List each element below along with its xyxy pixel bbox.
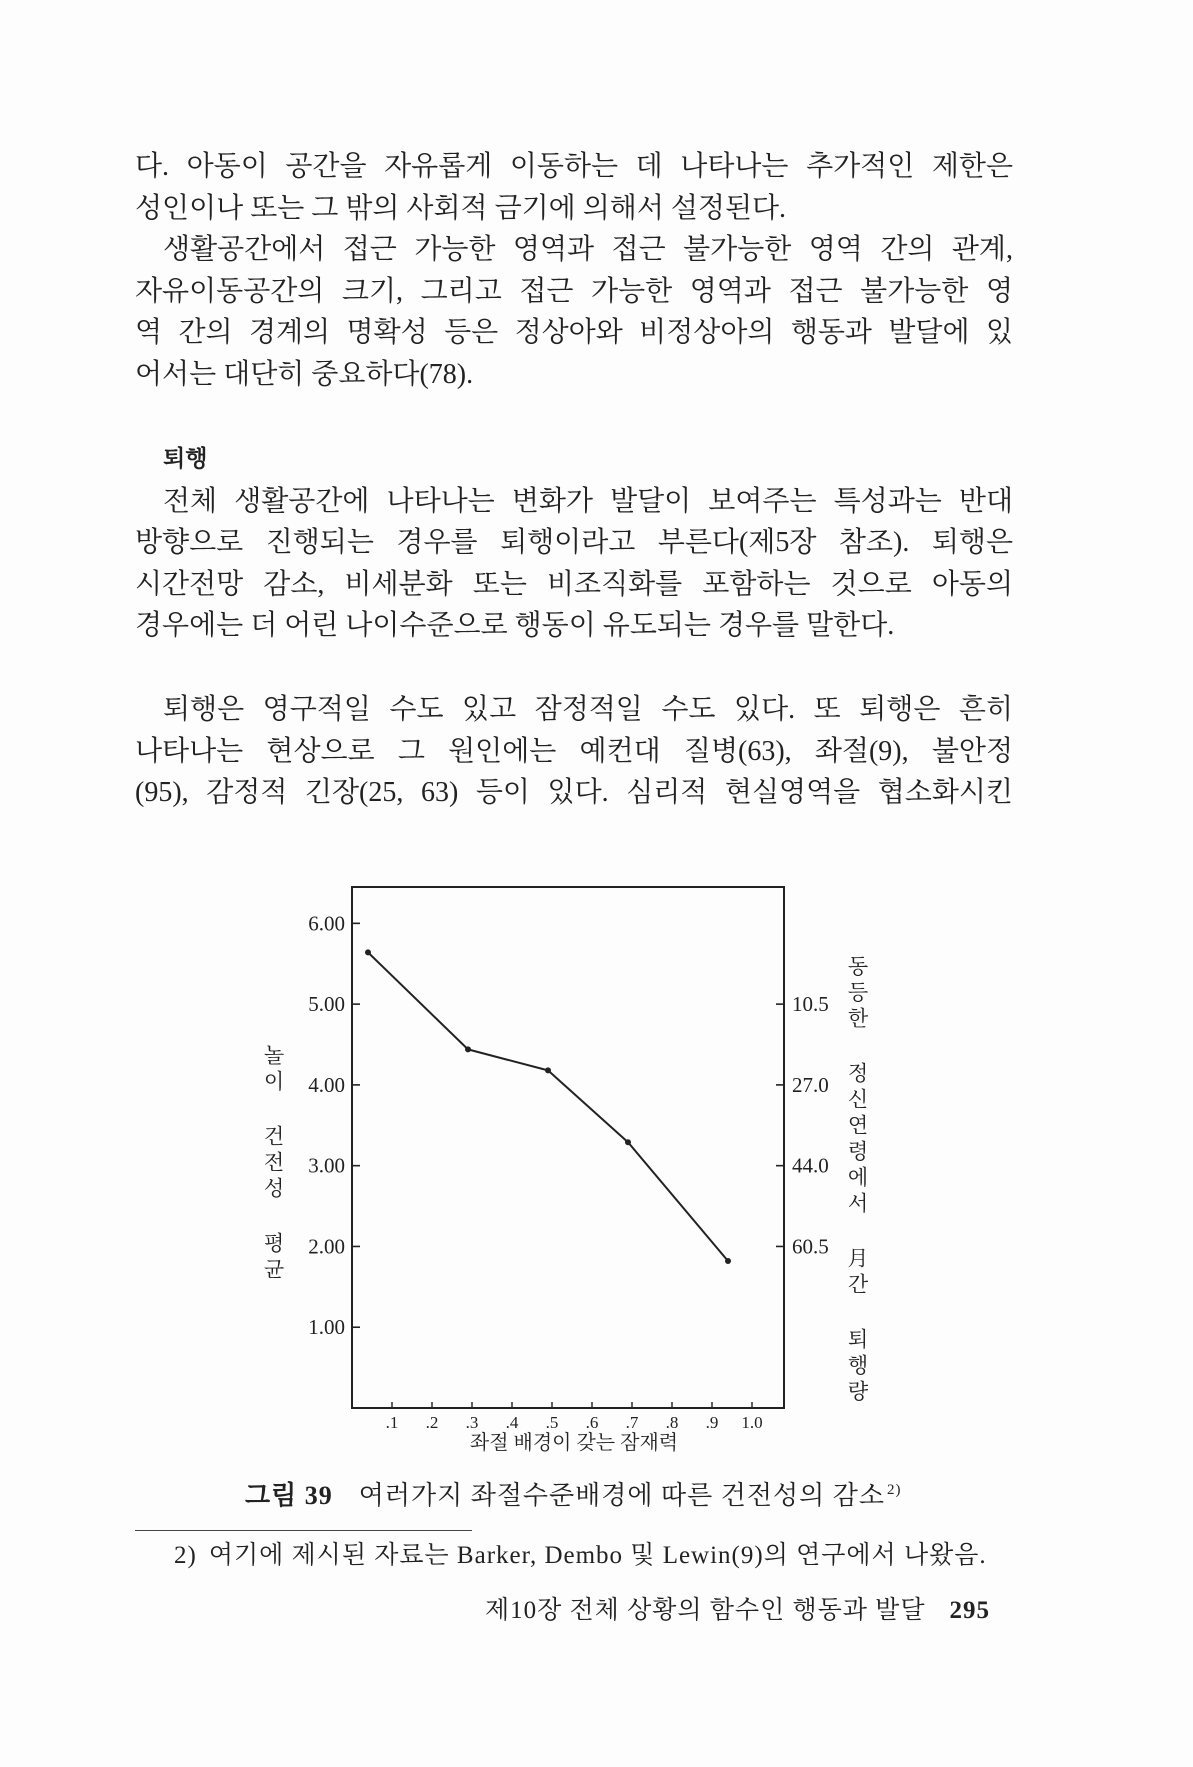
x-tick-label: .7 <box>625 1413 639 1432</box>
text-line: (95), 감정적 긴장(25, 63) 등이 있다. 심리적 현실영역을 협소화시킨 <box>135 777 1013 808</box>
x-tick-label: .4 <box>505 1413 519 1432</box>
text-line: 다. 아동이 공간을 자유롭게 이동하는 데 나타나는 추가적인 제한은 <box>135 151 1013 182</box>
footnote-divider <box>135 1530 472 1531</box>
footnote-marker: 2) <box>174 1542 197 1569</box>
y-tick-label: 5.00 <box>308 992 345 1017</box>
figure-caption-text: 여러가지 좌절수준배경에 따른 건전성의 감소 <box>358 1481 885 1510</box>
footnote-text: 여기에 제시된 자료는 Barker, Dembo 및 Lewin(9)의 연구에서 나왔음. <box>208 1542 987 1569</box>
text-line: 역 간의 경계의 명확성 등은 정상아와 비정상아의 행동과 발달에 있 <box>135 317 1013 348</box>
running-head: 제10장 전체 상황의 함수인 행동과 발달 <box>484 1597 926 1624</box>
footnote-reference: 2) <box>886 1482 902 1499</box>
text-line: 생활공간에서 접근 가능한 영역과 접근 불가능한 영역 간의 관계, <box>163 234 1013 265</box>
data-point <box>545 1067 551 1073</box>
text-line: 경우에는 더 어린 나이수준으로 행동이 유도되는 경우를 말한다. <box>135 610 895 641</box>
page-number: 295 <box>949 1597 990 1624</box>
figure-caption <box>245 1478 901 1514</box>
body-text <box>135 146 1013 814</box>
text-line: 퇴행은 영구적일 수도 있고 잠정적일 수도 있다. 또 퇴행은 흔히 <box>163 694 1013 725</box>
text-line: 자유이동공간의 크기, 그리고 접근 가능한 영역과 접근 불가능한 영 <box>135 275 1013 307</box>
text-line: 어서는 대단히 중요하다(78). <box>135 358 474 390</box>
data-point <box>625 1139 631 1145</box>
text-line: 방향으로 진행되는 경우를 퇴행이라고 부른다(제5장 참조). 퇴행은 <box>135 527 1013 558</box>
x-axis-label: 좌절 배경이 갖는 잠재력 <box>469 1432 679 1454</box>
plot-frame <box>352 887 784 1408</box>
figure-label: 그림 39 <box>245 1481 333 1510</box>
y-tick-label: 6.00 <box>308 911 345 936</box>
x-tick-label: .1 <box>385 1413 399 1432</box>
y-tick-label: 2.00 <box>308 1234 345 1259</box>
paragraph <box>135 481 1013 647</box>
data-point <box>725 1258 731 1264</box>
footnote <box>174 1539 987 1573</box>
text-line: 나타나는 현상으로 그 원인에는 예컨대 질병(63), 좌절(9), 불안정 <box>135 735 1013 767</box>
x-tick-label: .5 <box>545 1413 559 1432</box>
x-tick-label: .6 <box>585 1413 599 1432</box>
y2-tick-label: 44.0 <box>792 1153 829 1178</box>
text-line: 전체 생활공간에 나타나는 변화가 발달이 보여주는 특성과는 반대 <box>163 485 1013 517</box>
series-line <box>368 952 728 1261</box>
page-footer <box>135 1594 990 1628</box>
y2-tick-label: 10.5 <box>792 992 829 1017</box>
y2-tick-label: 60.5 <box>792 1234 829 1259</box>
x-tick-label: .2 <box>425 1413 439 1432</box>
section-heading: 퇴행 <box>163 446 208 472</box>
y-axis-label: 놀이 건전성 평균 <box>261 1044 285 1284</box>
y-tick-label: 1.00 <box>308 1315 345 1340</box>
paragraph <box>135 689 1013 814</box>
text-line: 시간전망 감소, 비세분화 또는 비조직화를 포함하는 것으로 아동의 <box>135 568 1013 600</box>
y-tick-label: 3.00 <box>308 1153 345 1178</box>
x-tick-label: .8 <box>665 1413 679 1432</box>
y-tick-label: 4.00 <box>308 1072 345 1097</box>
x-tick-label: .3 <box>465 1413 479 1432</box>
data-point <box>465 1046 471 1052</box>
y2-tick-label: 27.0 <box>792 1072 829 1097</box>
text-line: 성인이나 또는 그 밖의 사회적 금기에 의해서 설정된다. <box>135 192 787 224</box>
line-chart <box>230 860 910 1480</box>
data-point <box>365 949 371 955</box>
y2-axis-label: 동등한 정신연령에서 月간 퇴행량 <box>845 955 869 1406</box>
x-tick-label: .9 <box>705 1413 719 1432</box>
x-tick-label: 1.0 <box>741 1413 763 1432</box>
